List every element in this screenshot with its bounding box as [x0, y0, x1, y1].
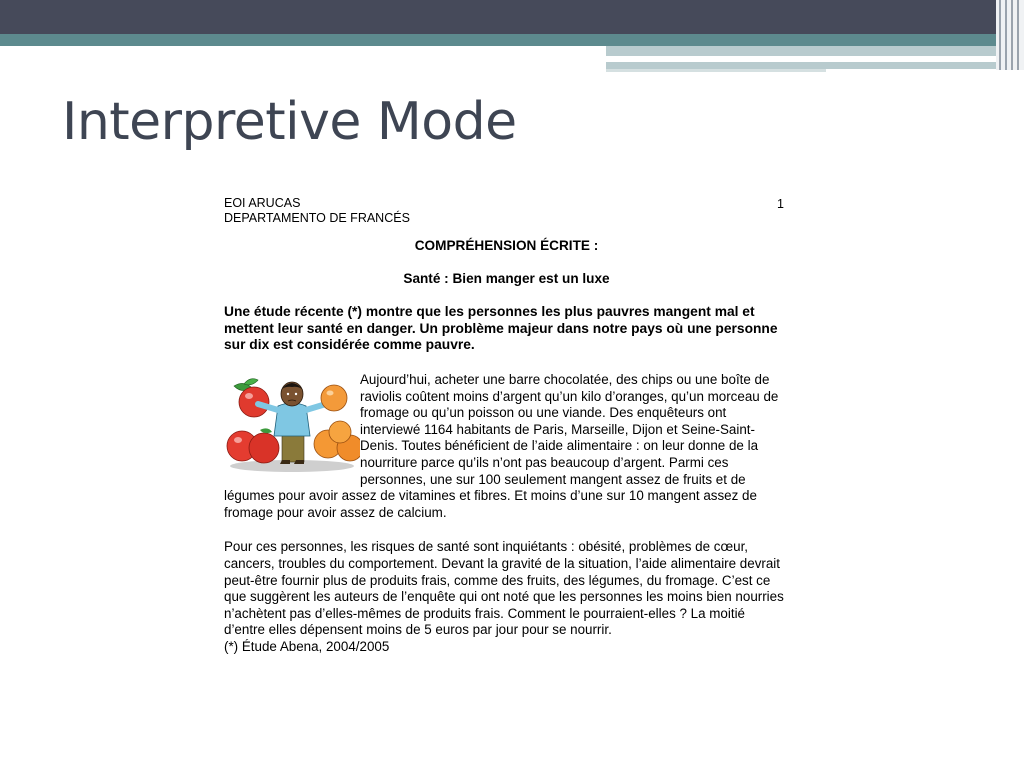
document-heading: COMPRÉHENSION ÉCRITE : [414, 238, 599, 253]
document-header [224, 190, 789, 226]
school-line-2: DEPARTAMENTO DE FRANCÉS [224, 211, 410, 225]
document-image [224, 190, 789, 655]
school-name [224, 196, 410, 226]
top-teal-bar [0, 34, 1024, 46]
top-dark-bar [0, 0, 1024, 34]
article-paragraph-2: Pour ces personnes, les risques de santé sont inquiétants : obésité, problèmes de cœur, cancers, troubles du comportement. Devant la gravité de la situation, l’aide alimentaire devrait peut-être fournir plus de produits frais, comme des fruits, des légumes, du fromage. C’est ce que suggèrent les auteurs de l’enquête qui ont noté que les personnes les moins bien nourries n’achètent pas d’elles-mêmes de produits frais. Comment le pourraient-elles ? La moitié d’entre elles dépensent moins de 5 euros par jour pour se nourrir. [224, 539, 784, 638]
accent-bar-1 [606, 46, 1024, 56]
footnote: (*) Étude Abena, 2004/2005 [224, 638, 390, 654]
accent-bar-2 [606, 62, 1024, 69]
slide-title: Interpretive Mode [62, 92, 517, 152]
lead-paragraph: Une étude récente (*) montre que les personnes les plus pauvres mangent mal et mettent leur santé en danger. Un problème majeur dans notre pays où une personne sur dix est considérée comme pauvre. [224, 304, 778, 353]
document-subheading: Santé : Bien manger est un luxe [403, 270, 610, 286]
corner-decoration [996, 0, 1024, 70]
woman-with-fruit-illustration [224, 372, 360, 472]
page-number: 1 [777, 197, 784, 211]
school-line-1: EOI ARUCAS [224, 196, 301, 210]
accent-bar-tick [606, 69, 826, 72]
article-body [224, 372, 789, 656]
article-paragraph-1: Aujourd’hui, acheter une barre chocolatée, des chips ou une boîte de raviolis coûtent moins d’argent qu’un kilo d’oranges, qu’un morceau de fromage ou qu’un poisson ou une viande. Des enquêteurs ont interviewé 1164 habitants de Paris, Marseille, Dijon et Seine-Saint-Denis. Toutes bénéficient de l’aide alimentaire : on leur donne de la nourriture parce qu’ils n’ont pas beaucoup d’argent. Parmi ces personnes, une sur 100 seulement mangent assez de fruits et de légumes pour avoir assez de vitamines et fibres. Et moins d’une sur 10 mangent assez de fromage pour avoir assez de calcium. [224, 371, 779, 520]
